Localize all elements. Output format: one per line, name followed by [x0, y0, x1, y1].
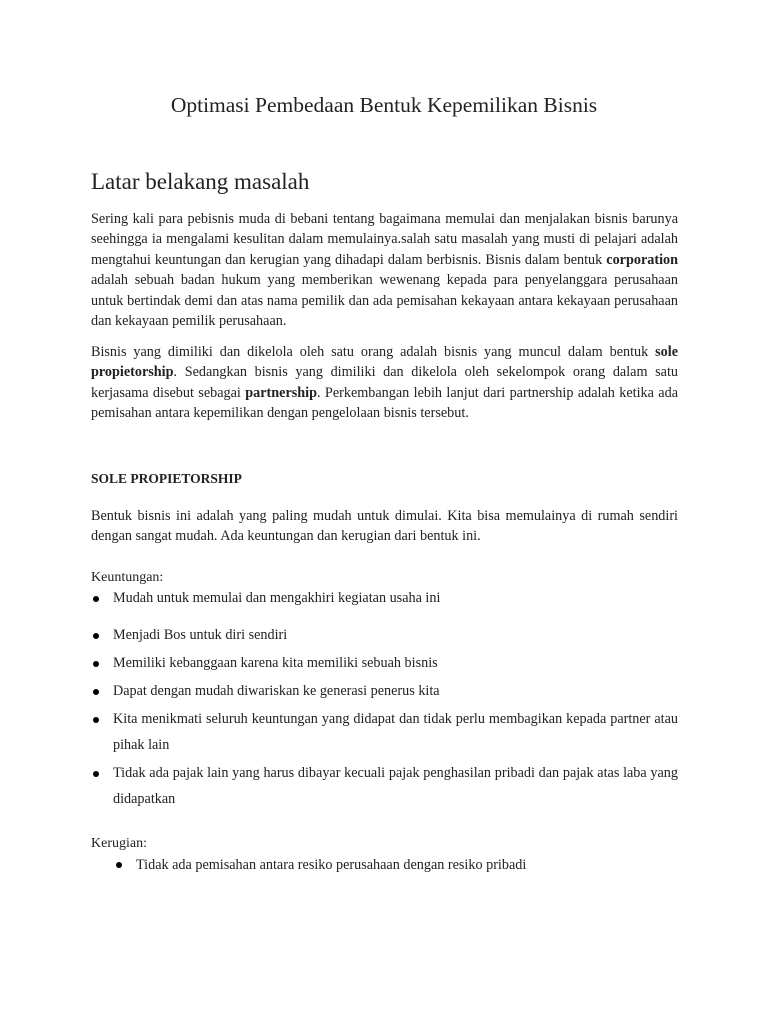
paragraph-text: . Perkembangan lebih lanjut dari partnership adalah ketika ada pemisahan antara kepemilikan dengan pengelolaan bisnis tersebut. [91, 384, 678, 422]
list-item-text: Memiliki kebanggaan karena kita memiliki sebuah bisnis [113, 655, 438, 671]
paragraph-ownership [91, 342, 678, 424]
paragraph-background [91, 209, 678, 331]
bold-term-sole-propietorship: sole propietorship [91, 344, 678, 381]
paragraph-text: Bisnis yang dimiliki dan dikelola oleh satu orang adalah bisnis yang muncul dalam bentuk [91, 344, 656, 360]
bullet-icon [93, 771, 99, 777]
bullet-icon [93, 633, 99, 639]
keuntungan-label: Keuntungan: [91, 570, 164, 585]
document-title: Optimasi Pembedaan Bentuk Kepemilikan Bisnis [170, 93, 598, 117]
bullet-icon [93, 689, 99, 695]
list-item-text: Kita menikmati seluruh keuntungan yang didapat dan tidak perlu membagikan kepada partner atau pihak lain [113, 711, 678, 753]
bullet-icon [93, 661, 99, 667]
paragraph-sole-propietorship: Bentuk bisnis ini adalah yang paling mudah untuk dimulai. Kita bisa memulainya di rumah sendiri dengan sangat mudah. Ada keuntungan dan kerugian dari bentuk ini. [91, 508, 678, 545]
bold-term-partnership: partnership [245, 384, 317, 401]
bullet-icon [116, 862, 122, 868]
list-item [91, 761, 678, 812]
list-item-text: Tidak ada pemisahan antara resiko perusahaan dengan resiko pribadi [136, 857, 527, 873]
list-item-text: Tidak ada pajak lain yang harus dibayar kecuali pajak penghasilan pribadi dan pajak atas laba yang didapatkan [113, 765, 678, 807]
list-item-text: Menjadi Bos untuk diri sendiri [113, 627, 288, 643]
paragraph-text: adalah sebuah badan hukum yang memberikan wewenang kepada para penyelanggara perusahaan untuk bertindak demi dan atas nama pemilik dan ada pemisahan kekayaan antara kekayaan perusahaan dan kekayaan pemilik perusahaan. [91, 272, 678, 330]
list-item-text: Mudah untuk memulai dan mengakhiri kegiatan usaha ini [113, 590, 441, 606]
list-item [91, 679, 678, 705]
paragraph-text: . Sedangkan bisnis yang dimiliki dan dikelola oleh sekelompok orang dalam satu kerjasama disebut sebagai [91, 364, 678, 401]
bullet-icon [93, 596, 99, 602]
list-item-text: Dapat dengan mudah diwariskan ke generasi penerus kita [113, 683, 440, 699]
list-item [91, 707, 678, 758]
kerugian-label: Kerugian: [91, 836, 147, 851]
subheading-sole-propietorship: SOLE PROPIETORSHIP [91, 471, 242, 486]
paragraph-text: Sering kali para pebisnis muda di bebani tentang bagaimana memulai dan menjalakan bisnis barunya seehingga ia mengalami kesulitan dalam memulainya.salah satu masalah yang musti di pelajari adalah mengtahui keuntungan dan kerugian yang dihadapi dalam berbisnis. Bisnis dalam bentuk [91, 211, 678, 268]
list-item [91, 586, 678, 612]
list-item [91, 651, 678, 677]
list-item [114, 855, 678, 875]
list-item [91, 623, 678, 649]
bold-term-corporation: corporation [606, 251, 678, 268]
section-heading: Latar belakang masalah [91, 169, 310, 194]
bullet-icon [93, 717, 99, 723]
